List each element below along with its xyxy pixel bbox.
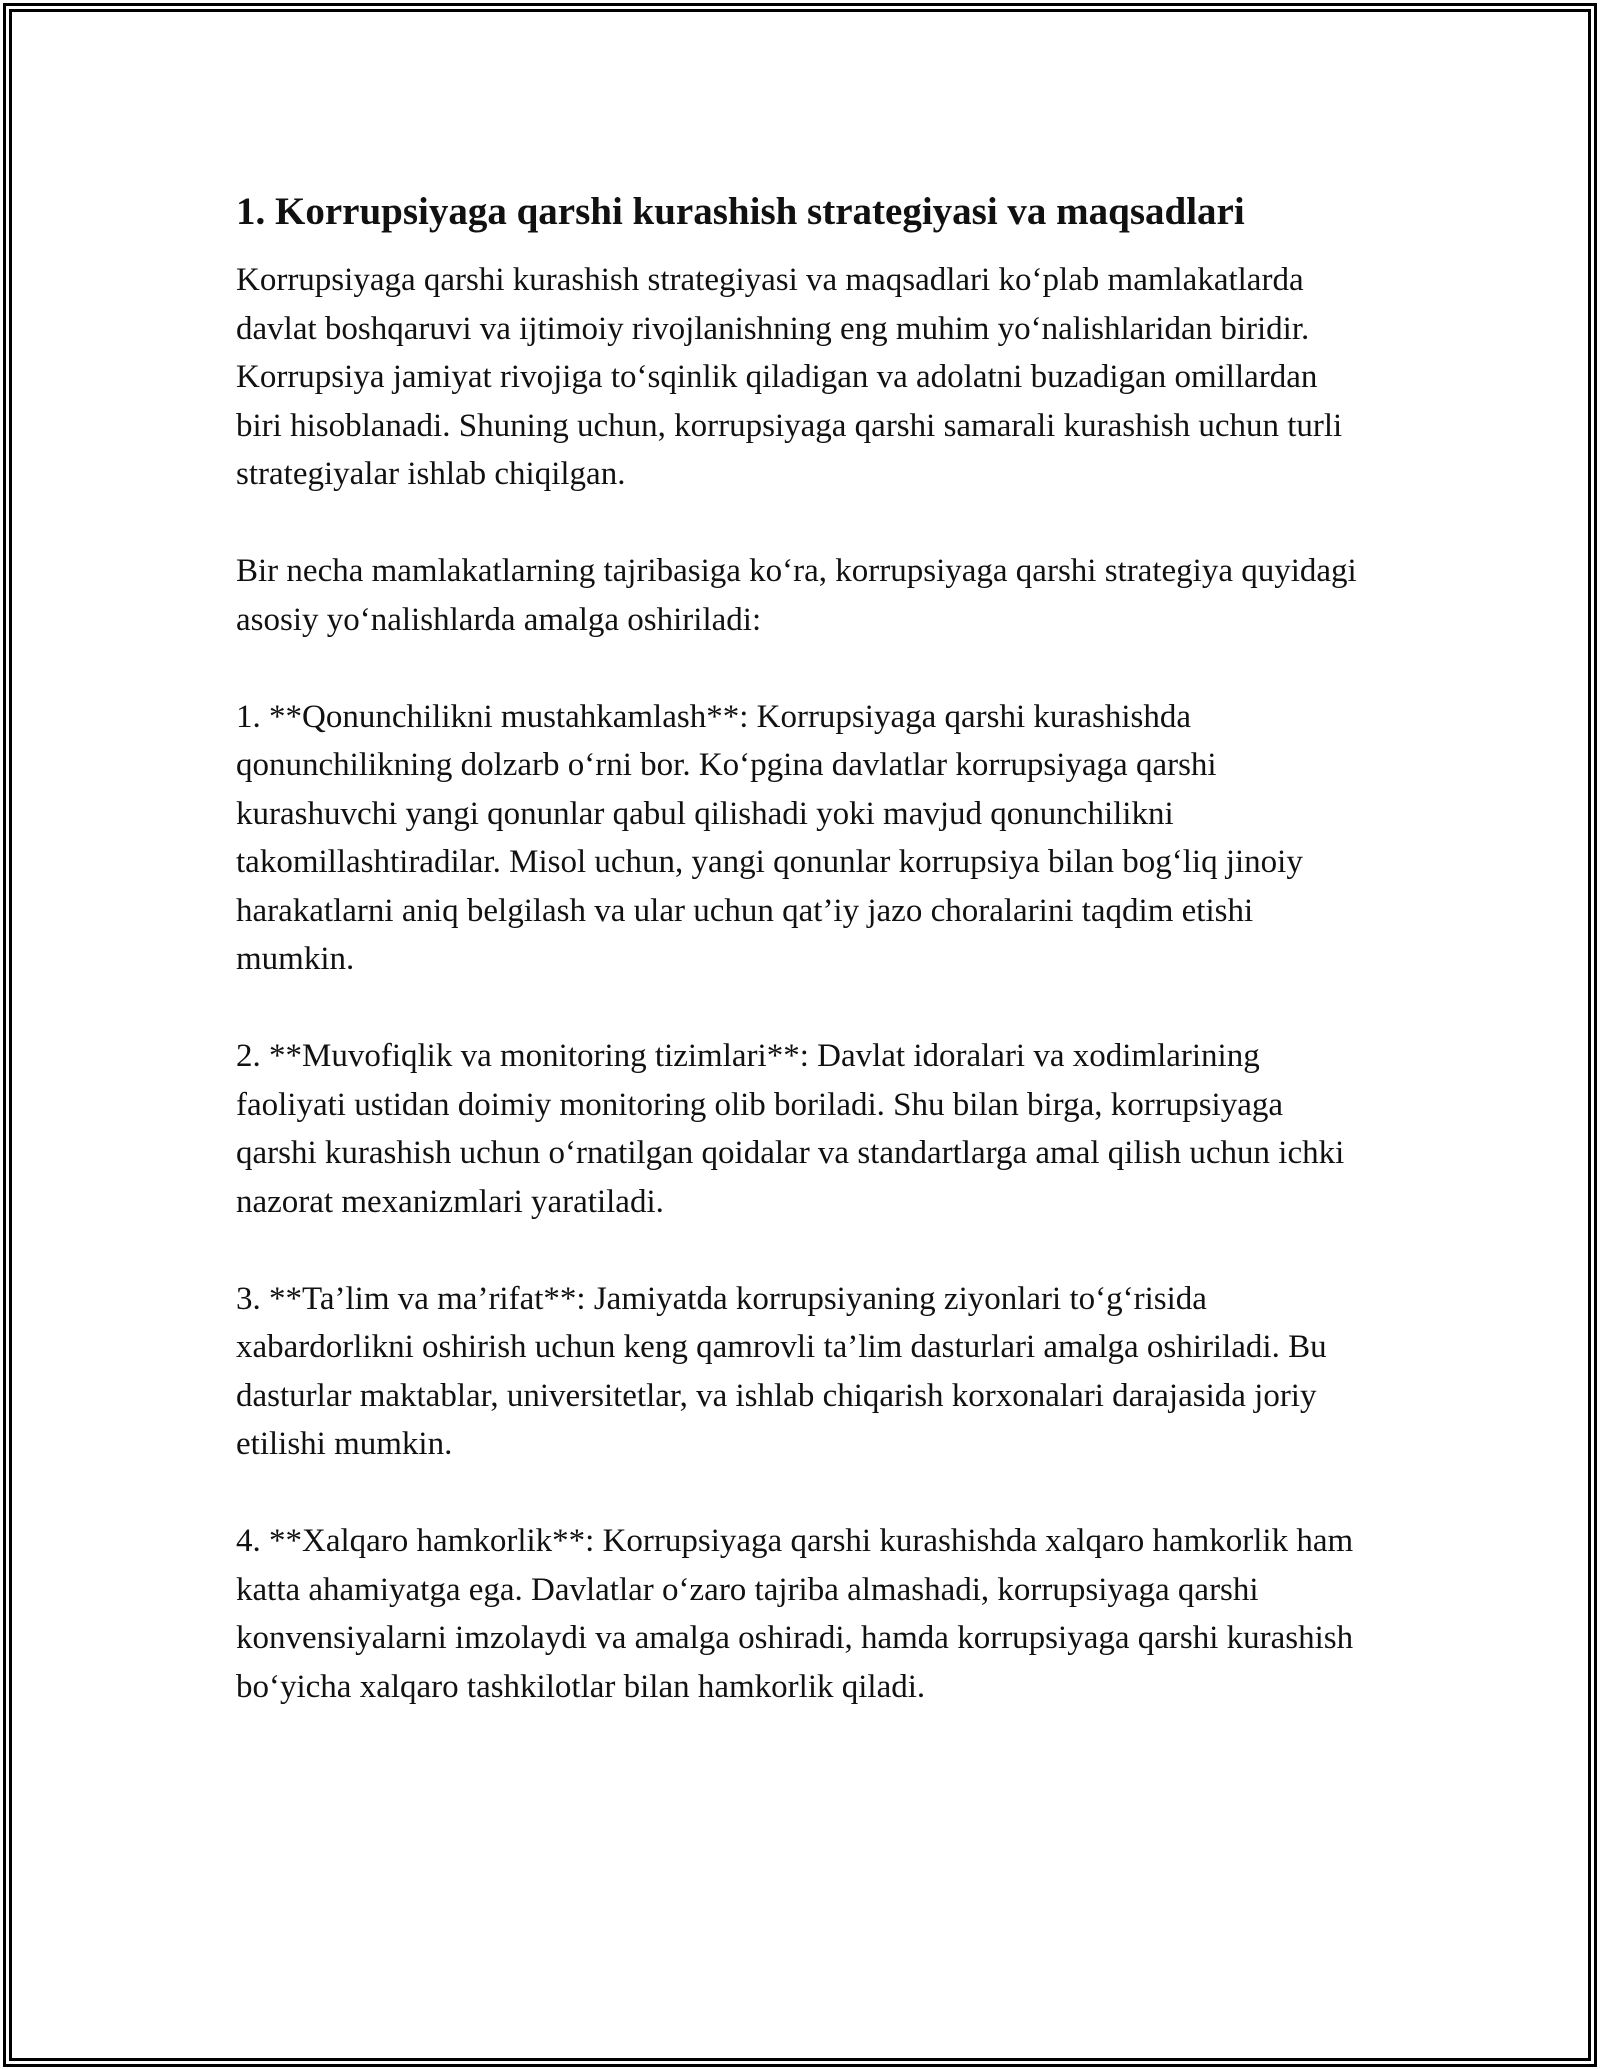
document-body (236, 186, 1366, 1711)
paragraph-item-monitoring: 2. **Muvofiqlik va monitoring tizimlari**: Davlat idoralari va xodimlarining faoliyati ustidan doimiy monitoring olib boriladi. Shu bilan birga, korrupsiyaga qarshi kurashish uchun o‘rnatilgan qoidalar va standartlarga amal qilish uchun ichki nazorat mexanizmlari yaratiladi. (236, 1038, 1345, 1220)
paragraph-intro: Korrupsiyaga qarshi kurashish strategiyasi va maqsadlari ko‘plab mamlakatlarda davlat boshqaruvi va ijtimoiy rivojlanishning eng muhim yo‘nalishlaridan biridir. Korrupsiya jamiyat rivojiga to‘sqinlik qiladigan va adolatni buzadigan omillardan biri hisoblanadi. Shuning uchun, korrupsiyaga qarshi samarali kurashish uchun turli strategiyalar ishlab chiqilgan. (236, 262, 1343, 492)
paragraph-item-international: 4. **Xalqaro hamkorlik**: Korrupsiyaga qarshi kurashishda xalqaro hamkorlik ham katta ahamiyatga ega. Davlatlar o‘zaro tajriba almashadi, korrupsiyaga qarshi konvensiyalarni imzolaydi va amalga oshiradi, hamda korrupsiyaga qarshi kurashish bo‘yicha xalqaro tashkilotlar bilan hamkorlik qiladi. (236, 1523, 1354, 1705)
paragraph-item-education: 3. **Ta’lim va ma’rifat**: Jamiyatda korrupsiyaning ziyonlari to‘g‘risida xabardorlikni oshirish uchun keng qamrovli ta’lim dasturlari amalga oshiriladi. Bu dasturlar maktablar, universitetlar, va ishlab chiqarish korxonalari darajasida joriy etilishi mumkin. (236, 1280, 1327, 1462)
paragraph-directions-lead: Bir necha mamlakatlarning tajribasiga ko‘ra, korrupsiyaga qarshi strategiya quyidagi asosiy yo‘nalishlarda amalga oshiriladi: (236, 553, 1357, 638)
paragraph-item-legislation: 1. **Qonunchilikni mustahkamlash**: Korrupsiyaga qarshi kurashishda qonunchilikning dolzarb o‘rni bor. Ko‘pgina davlatlar korrupsiyaga qarshi kurashuvchi yangi qonunlar qabul qilishadi yoki mavjud qonunchilikni takomillashtiradilar. Misol uchun, yangi qonunlar korrupsiya bilan bog‘liq jinoiy harakatlarni aniq belgilash va ular uchun qat’iy jazo choralarini taqdim etishi mumkin. (236, 698, 1303, 977)
document-title: 1. Korrupsiyaga qarshi kurashish strategiyasi va maqsadlari (236, 190, 1245, 233)
